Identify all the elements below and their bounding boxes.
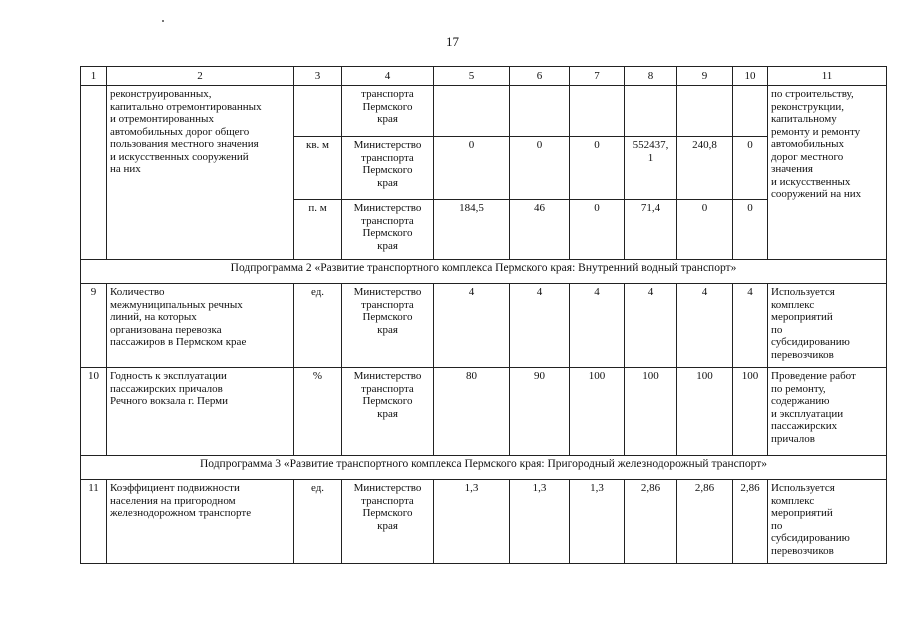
org-cell: Министерство транспорта Пермского края — [342, 368, 434, 456]
col-header: 7 — [570, 67, 625, 86]
subprogram-row — [81, 260, 887, 284]
unit-cell: ед. — [294, 284, 342, 368]
col-header: 10 — [733, 67, 768, 86]
col-header: 2 — [107, 67, 294, 86]
value-cell — [677, 86, 733, 137]
value-cell: 184,5 — [434, 200, 510, 260]
value-cell: 100 — [733, 368, 768, 456]
indicators-table — [80, 66, 887, 564]
value-cell — [434, 86, 510, 137]
org-cell: Министерство транспорта Пермского края — [342, 137, 434, 200]
value-cell: 0 — [570, 200, 625, 260]
value-cell: 90 — [510, 368, 570, 456]
value-cell: 4 — [510, 284, 570, 368]
value-cell: 2,86 — [733, 480, 768, 564]
col-header: 4 — [342, 67, 434, 86]
subprogram-title: Подпрограмма 2 «Развитие транспортного комплекса Пермского края: Внутренний водный транспорт» — [81, 260, 887, 284]
value-cell: 4 — [677, 284, 733, 368]
value-cell: 0 — [733, 200, 768, 260]
scan-speck — [162, 20, 164, 22]
unit-cell: п. м — [294, 200, 342, 260]
value-cell — [570, 86, 625, 137]
value-cell — [510, 86, 570, 137]
page-number: 17 — [446, 34, 459, 49]
unit-cell — [294, 86, 342, 137]
note-cell: Используется комплекс мероприятий по субсидированию перевозчиков — [768, 480, 887, 564]
org-cell: Министерство транспорта Пермского края — [342, 480, 434, 564]
col-header: 5 — [434, 67, 510, 86]
subprogram-title: Подпрограмма 3 «Развитие транспортного комплекса Пермского края: Пригородный железнодорожный транспорт» — [81, 456, 887, 480]
value-cell: 0 — [677, 200, 733, 260]
value-cell: 4 — [434, 284, 510, 368]
value-cell: 552437, 1 — [625, 137, 677, 200]
value-cell: 240,8 — [677, 137, 733, 200]
value-cell: 4 — [570, 284, 625, 368]
value-cell: 100 — [570, 368, 625, 456]
col-header: 1 — [81, 67, 107, 86]
indicator-name: Годность к эксплуатации пассажирских причалов Речного вокзала г. Перми — [107, 368, 294, 456]
row-number: 9 — [81, 284, 107, 368]
value-cell: 100 — [677, 368, 733, 456]
org-cell: транспорта Пермского края — [342, 86, 434, 137]
unit-cell: кв. м — [294, 137, 342, 200]
row-number — [81, 86, 107, 260]
row-number: 11 — [81, 480, 107, 564]
value-cell: 0 — [733, 137, 768, 200]
col-header: 8 — [625, 67, 677, 86]
unit-cell: % — [294, 368, 342, 456]
col-header: 9 — [677, 67, 733, 86]
table-row — [81, 86, 887, 137]
value-cell: 1,3 — [570, 480, 625, 564]
unit-cell: ед. — [294, 480, 342, 564]
value-cell: 2,86 — [625, 480, 677, 564]
value-cell: 2,86 — [677, 480, 733, 564]
value-cell: 1,3 — [434, 480, 510, 564]
value-cell: 1,3 — [510, 480, 570, 564]
indicator-name: реконструированных, капитально отремонтированных и отремонтированных автомобильных дорог общего пользования местного значения и искусственных сооружений на них — [107, 86, 294, 260]
value-cell: 46 — [510, 200, 570, 260]
col-header: 6 — [510, 67, 570, 86]
value-cell — [625, 86, 677, 137]
indicator-name: Коэффициент подвижности населения на пригородном железнодорожном транспорте — [107, 480, 294, 564]
value-cell: 80 — [434, 368, 510, 456]
value-cell: 4 — [733, 284, 768, 368]
table-row — [81, 480, 887, 564]
note-cell: по строительству, реконструкции, капитальному ремонту и ремонту автомобильных дорог местного значения и искусственных сооружений на них — [768, 86, 887, 260]
table-row — [81, 284, 887, 368]
value-cell: 100 — [625, 368, 677, 456]
value-cell: 0 — [510, 137, 570, 200]
note-cell: Проведение работ по ремонту, содержанию и эксплуатации пассажирских причалов — [768, 368, 887, 456]
col-header: 11 — [768, 67, 887, 86]
column-number-row — [81, 67, 887, 86]
col-header: 3 — [294, 67, 342, 86]
indicator-name: Количество межмуниципальных речных линий, на которых организована перевозка пассажиров в Пермском крае — [107, 284, 294, 368]
org-cell: Министерство транспорта Пермского края — [342, 200, 434, 260]
row-number: 10 — [81, 368, 107, 456]
value-cell: 0 — [434, 137, 510, 200]
value-cell — [733, 86, 768, 137]
subprogram-row — [81, 456, 887, 480]
value-cell: 0 — [570, 137, 625, 200]
value-cell: 71,4 — [625, 200, 677, 260]
note-cell: Используется комплекс мероприятий по субсидированию перевозчиков — [768, 284, 887, 368]
table-row — [81, 368, 887, 456]
org-cell: Министерство транспорта Пермского края — [342, 284, 434, 368]
value-cell: 4 — [625, 284, 677, 368]
